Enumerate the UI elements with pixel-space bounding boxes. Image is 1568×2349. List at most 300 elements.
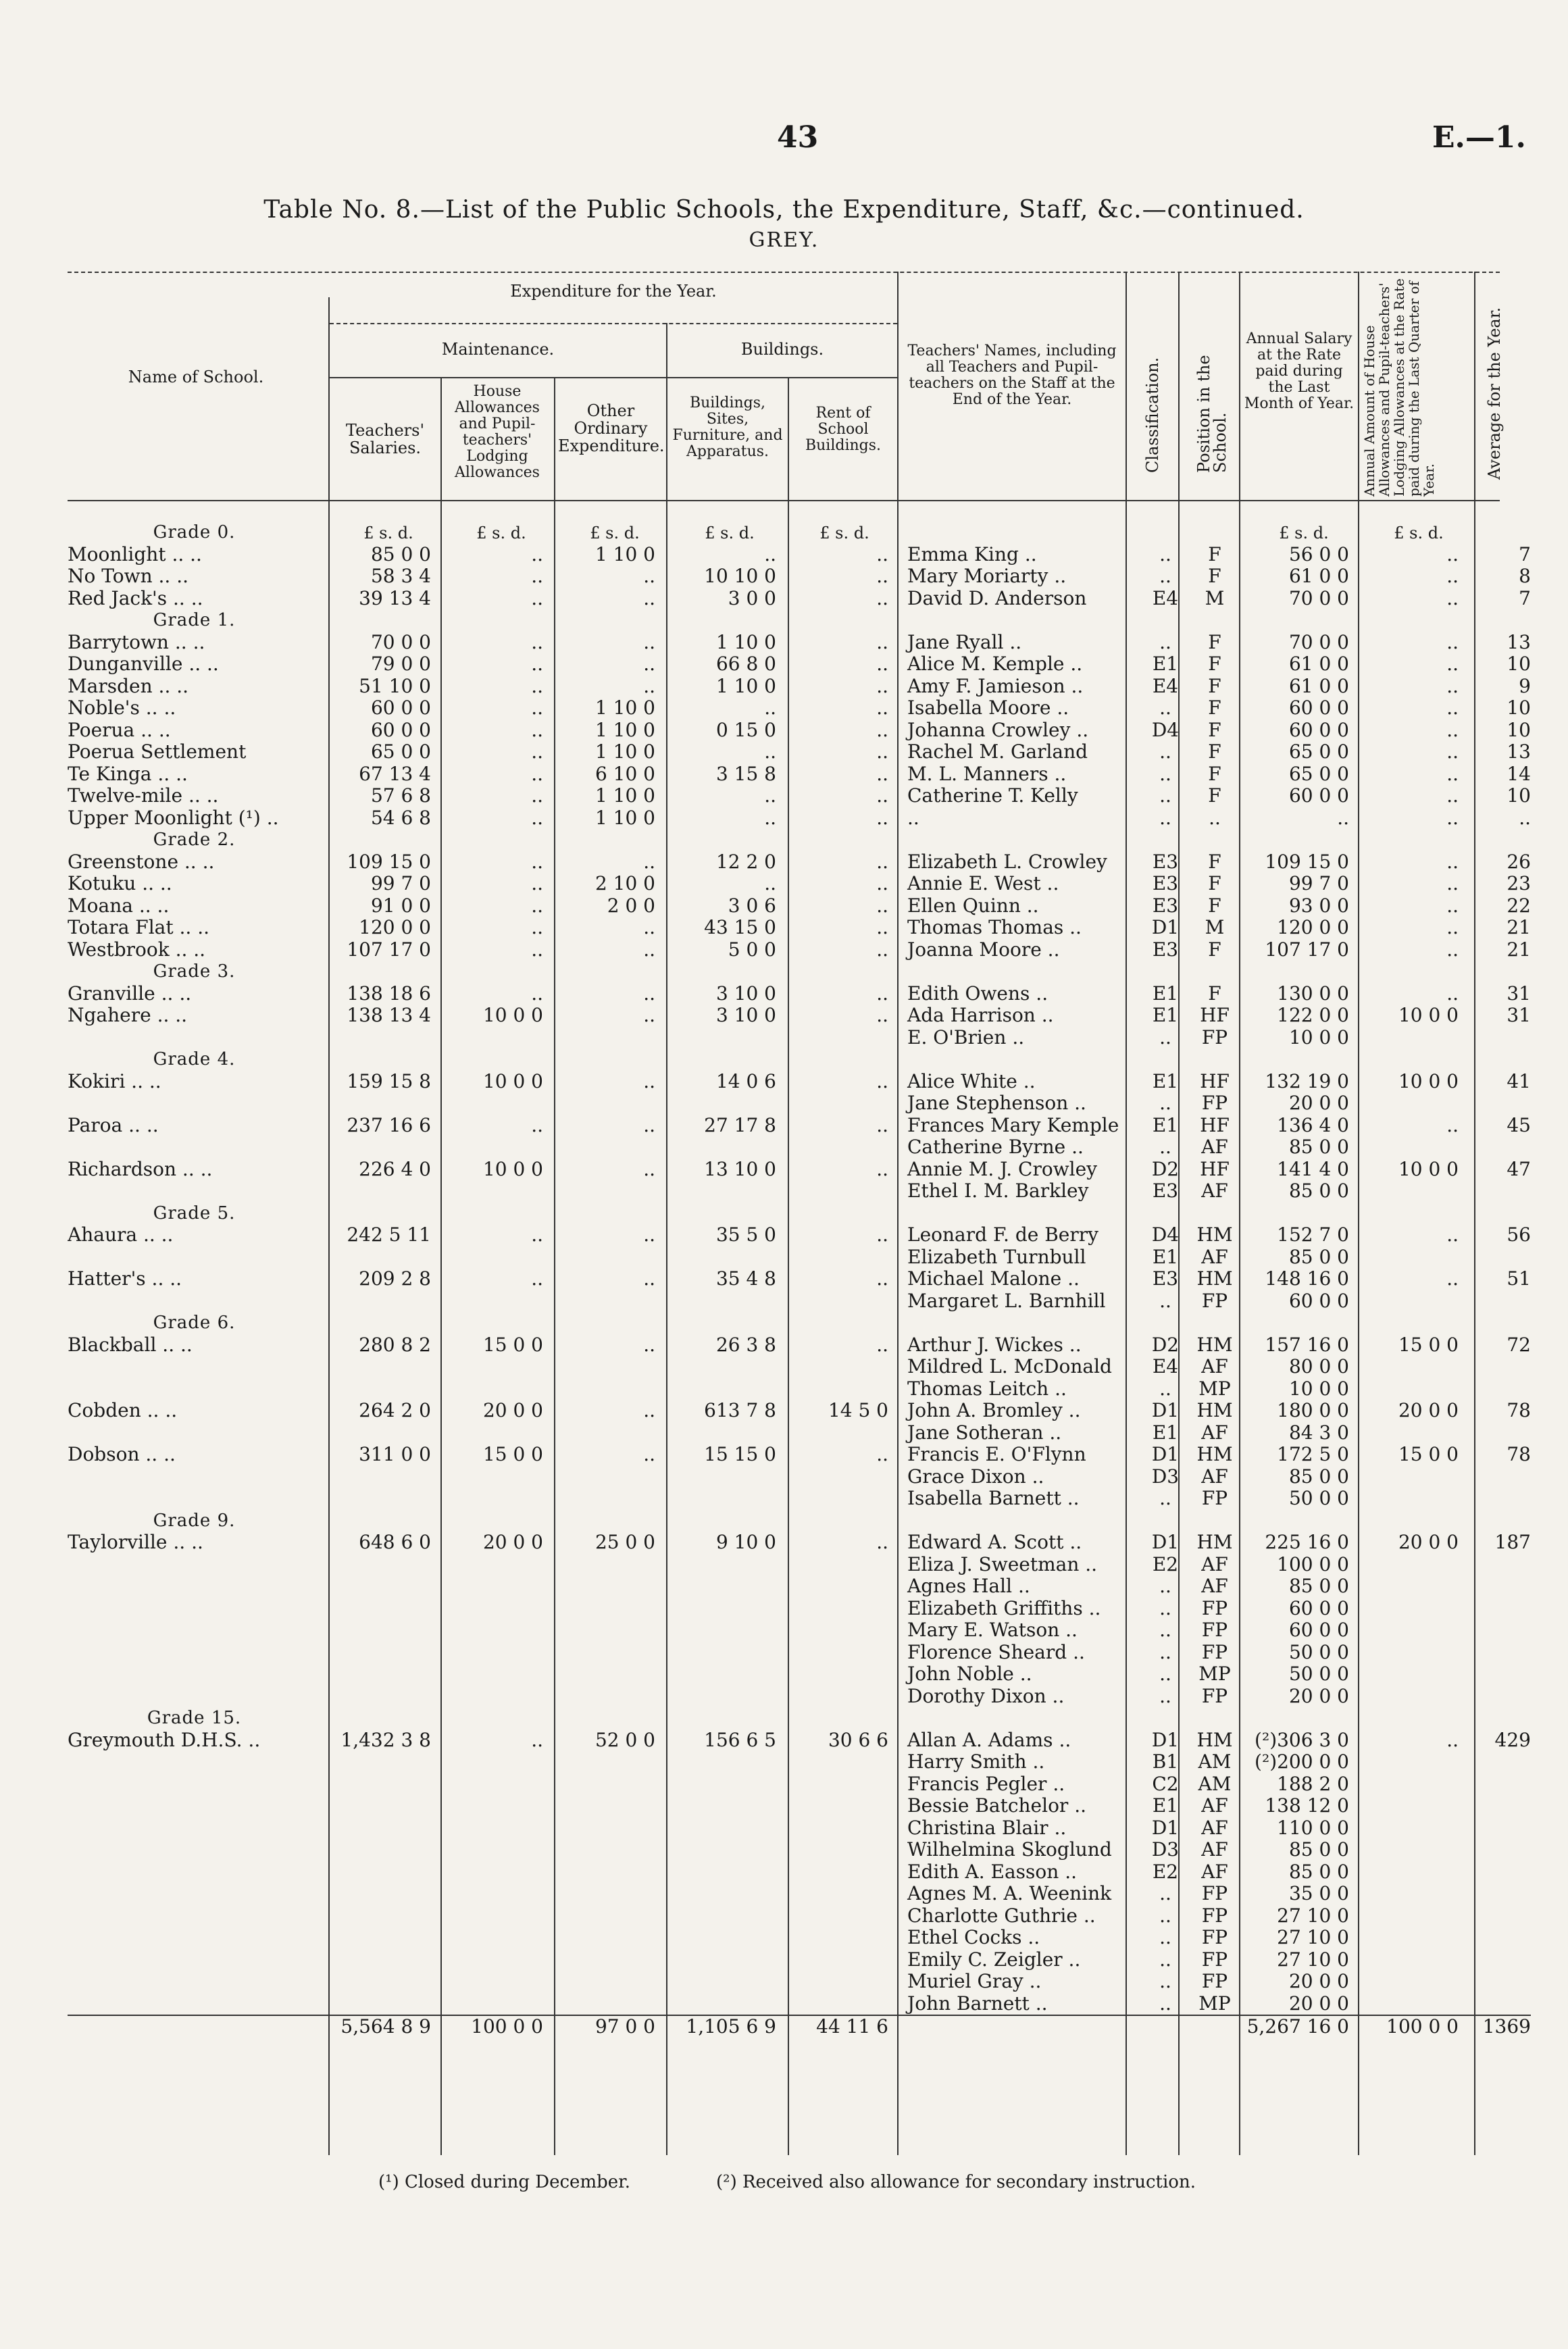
- cell-house: ..: [531, 565, 543, 587]
- cell-teacher: Emily C. Zeigler ..: [907, 1948, 1081, 1971]
- cell-other: ..: [643, 587, 655, 609]
- cell-build: [666, 1575, 787, 1598]
- cell-salaries: [321, 1488, 442, 1510]
- cell-rent: [787, 1027, 899, 1049]
- cell-build: 156 6 5: [704, 1729, 776, 1751]
- cell-other: ..: [643, 1444, 655, 1465]
- cell-avg: [1467, 1883, 1531, 1905]
- cell-allow: [1357, 1290, 1467, 1313]
- cell-avg: 13: [1507, 741, 1531, 763]
- cell-house: [442, 1356, 554, 1378]
- table-row: [68, 565, 1531, 588]
- header-average: Average for the Year.: [1485, 307, 1504, 480]
- cell-build: [666, 1773, 787, 1796]
- cell-cls: E1: [1152, 653, 1179, 675]
- cell-rent: ..: [876, 1005, 888, 1026]
- total-allow: 100 0 0: [1357, 2015, 1467, 2038]
- cell-allow: ..: [1446, 851, 1459, 873]
- cell-salaries: 91 0 0: [370, 894, 431, 917]
- cell-school: Dunganville .. ..: [68, 653, 219, 675]
- cell-rent: [787, 1861, 899, 1884]
- cell-school: [68, 1773, 321, 1796]
- grade-heading: Grade 1.: [153, 610, 236, 630]
- cell-build: 10 10 0: [704, 565, 776, 587]
- cell-avg: 10: [1507, 653, 1531, 675]
- cell-other: [554, 1927, 666, 1949]
- cell-other: [554, 1378, 666, 1400]
- cell-allow: 10 0 0: [1398, 1070, 1459, 1092]
- cell-build: [666, 1466, 787, 1488]
- cell-salary: 60 0 0: [1288, 785, 1349, 807]
- cell-teacher: Catherine Byrne ..: [907, 1136, 1084, 1158]
- cell-other: ..: [643, 653, 655, 675]
- cell-avg: [1467, 1422, 1531, 1444]
- cell-rent: ..: [876, 894, 888, 917]
- table-row: [68, 1598, 1531, 1620]
- cell-build: [666, 1971, 787, 1993]
- cell-house: ..: [531, 1729, 543, 1751]
- cell-salary: 60 0 0: [1288, 1290, 1349, 1312]
- empty-cell: [787, 1049, 899, 1071]
- table-row: [68, 1400, 1531, 1422]
- header-maintenance: Maintenance.: [441, 340, 555, 359]
- cell-build: [666, 1751, 787, 1773]
- empty-cell: [1241, 1049, 1357, 1071]
- cell-build: 12 2 0: [715, 851, 776, 873]
- cell-cls: E4: [1152, 675, 1179, 697]
- total-salary: 5,267 16 0: [1241, 2015, 1357, 2038]
- table-row: [68, 1246, 1531, 1269]
- cell-salaries: [321, 1575, 442, 1598]
- cell-salary: 60 0 0: [1288, 1619, 1349, 1641]
- empty-cell: [1357, 961, 1467, 983]
- table-row: [68, 653, 1531, 676]
- table-row: [68, 1861, 1531, 1884]
- cell-school: Upper Moonlight (¹) ..: [68, 807, 279, 829]
- cell-salary: 10 0 0: [1288, 1026, 1349, 1049]
- table-row: [68, 544, 1531, 566]
- cell-pos: F: [1208, 938, 1221, 961]
- empty-cell: [442, 961, 554, 983]
- cell-teacher: Grace Dixon ..: [907, 1465, 1044, 1488]
- empty-cell: [666, 961, 787, 983]
- cell-pos: F: [1208, 565, 1221, 587]
- grade-heading-row: [68, 522, 1531, 544]
- cell-pos: HM: [1196, 1268, 1233, 1290]
- cell-teacher: Edward A. Scott ..: [907, 1532, 1082, 1553]
- cell-salaries: [321, 1092, 442, 1115]
- cell-salary: 141 4 0: [1277, 1158, 1349, 1180]
- cell-pos: F: [1208, 873, 1221, 894]
- grade-heading-row: [68, 1707, 1531, 1729]
- cell-build: [666, 1686, 787, 1708]
- cell-teacher: Annie M. J. Crowley: [907, 1158, 1098, 1180]
- cell-salary: (²)306 3 0: [1255, 1729, 1349, 1751]
- cell-salary: ..: [1337, 807, 1349, 829]
- cell-other: [554, 1092, 666, 1115]
- cell-school: [68, 1027, 321, 1049]
- cell-allow: ..: [1446, 785, 1459, 807]
- cell-rent: [787, 1795, 899, 1817]
- cell-house: ..: [531, 763, 543, 785]
- cell-rent: [787, 1575, 899, 1598]
- cell-salary: 20 0 0: [1288, 1971, 1349, 1992]
- cell-other: ..: [643, 1114, 655, 1136]
- cell-allow: ..: [1446, 1224, 1459, 1246]
- cell-allow: ..: [1446, 1114, 1459, 1136]
- cell-salary: 65 0 0: [1288, 741, 1349, 763]
- cell-school: [68, 1575, 321, 1598]
- cell-cls: D1: [1151, 1400, 1180, 1421]
- cell-school: Poerua Settlement: [68, 741, 247, 763]
- empty-cell: [1357, 1707, 1467, 1729]
- cell-teacher: ..: [907, 807, 919, 829]
- cell-allow: ..: [1446, 631, 1459, 653]
- cell-pos: FP: [1201, 1290, 1228, 1312]
- cell-house: [442, 1180, 554, 1203]
- empty-cell: [1188, 1312, 1241, 1334]
- table-row: [68, 1159, 1531, 1181]
- cell-allow: 10 0 0: [1398, 1005, 1459, 1026]
- cell-house: [442, 1686, 554, 1708]
- cell-teacher: Jane Stephenson ..: [907, 1092, 1086, 1114]
- table-row: [68, 1642, 1531, 1664]
- cell-other: 25 0 0: [595, 1532, 655, 1553]
- table-row: [68, 697, 1531, 719]
- total-salaries: 5,564 8 9: [321, 2015, 442, 2038]
- cell-other: [554, 1554, 666, 1576]
- cell-other: 1 10 0: [595, 807, 655, 829]
- cell-pos: FP: [1201, 1927, 1228, 1948]
- cell-build: [666, 1642, 787, 1664]
- header-teachers-names: Teachers' Names, including all Teachers and Pupil-teachers on the Staff at the End of the Year.: [907, 343, 1117, 408]
- cell-house: ..: [531, 741, 543, 763]
- cell-rent: ..: [876, 1070, 888, 1092]
- header-annual-salary: Annual Salary at the Rate paid during the Last Month of Year.: [1244, 330, 1355, 412]
- cell-rent: ..: [876, 917, 888, 938]
- cell-other: [554, 1883, 666, 1905]
- currency-allowances: £ s. d.: [1394, 524, 1444, 542]
- cell-teacher: Allan A. Adams ..: [907, 1729, 1071, 1751]
- cell-rent: ..: [876, 741, 888, 763]
- grade-heading-row: [68, 609, 1531, 632]
- cell-school: Taylorville .. ..: [68, 1532, 203, 1553]
- cell-build: 26 3 8: [715, 1334, 776, 1356]
- cell-build: [666, 1180, 787, 1203]
- cell-salary: 85 0 0: [1288, 1465, 1349, 1488]
- cell-other: [554, 1466, 666, 1488]
- empty-cell: [899, 829, 1142, 851]
- cell-cls: D2: [1151, 1158, 1180, 1180]
- empty-cell: [554, 1203, 666, 1225]
- empty-cell: [787, 961, 899, 983]
- cell-cls: E1: [1152, 1421, 1179, 1444]
- empty-cell: [321, 609, 442, 632]
- cell-pos: MP: [1198, 1378, 1231, 1400]
- cell-pos: F: [1208, 785, 1221, 807]
- cell-avg: [1467, 1488, 1531, 1510]
- cell-avg: 31: [1507, 1005, 1531, 1026]
- header-classification: Classification.: [1143, 357, 1162, 473]
- cell-build: 1 10 0: [715, 631, 776, 653]
- empty-cell: [1142, 961, 1188, 983]
- cell-avg: 78: [1507, 1444, 1531, 1465]
- cell-build: ..: [764, 741, 776, 763]
- cell-rent: [787, 1466, 899, 1488]
- cell-other: ..: [643, 982, 655, 1005]
- empty-cell: [1467, 829, 1531, 851]
- cell-school: Cobden .. ..: [68, 1400, 178, 1421]
- empty-cell: [1467, 1049, 1531, 1071]
- cell-allow: [1357, 1839, 1467, 1861]
- cell-other: ..: [643, 675, 655, 697]
- cell-avg: [1467, 1795, 1531, 1817]
- table-row: [68, 1971, 1531, 1993]
- cell-school: Marsden .. ..: [68, 675, 189, 697]
- cell-cls: ..: [1159, 1971, 1171, 1992]
- cell-build: 1 10 0: [715, 675, 776, 697]
- cell-cls: ..: [1159, 1619, 1171, 1641]
- cell-house: ..: [531, 631, 543, 653]
- cell-school: [68, 1466, 321, 1488]
- currency-other: £ s. d.: [590, 524, 640, 542]
- table-row: [68, 1927, 1531, 1949]
- cell-school: [68, 1642, 321, 1664]
- cell-avg: [1467, 1686, 1531, 1708]
- cell-rent: ..: [876, 1532, 888, 1553]
- cell-allow: ..: [1446, 873, 1459, 894]
- cell-salaries: [321, 1136, 442, 1159]
- cell-salaries: [321, 1422, 442, 1444]
- table-row: [68, 1356, 1531, 1378]
- cell-build: [666, 1927, 787, 1949]
- cell-salary: 148 16 0: [1265, 1268, 1349, 1290]
- cell-other: [554, 1795, 666, 1817]
- cell-pos: HF: [1200, 1070, 1230, 1092]
- cell-allow: [1357, 1817, 1467, 1840]
- cell-allow: [1357, 1378, 1467, 1400]
- cell-school: [68, 1839, 321, 1861]
- cell-rent: ..: [876, 1444, 888, 1465]
- cell-salaries: 65 0 0: [370, 741, 431, 763]
- table-row: [68, 1290, 1531, 1313]
- table-row: [68, 851, 1531, 874]
- cell-house: [442, 1136, 554, 1159]
- cell-pos: F: [1208, 653, 1221, 675]
- cell-teacher: E. O'Brien ..: [907, 1026, 1025, 1049]
- cell-cls: D1: [1151, 1729, 1180, 1751]
- cell-avg: [1467, 1861, 1531, 1884]
- cell-salaries: [321, 1949, 442, 1971]
- cell-teacher: Elizabeth Griffiths ..: [907, 1597, 1101, 1619]
- empty-cell: [899, 1707, 1142, 1729]
- cell-build: [666, 1136, 787, 1159]
- cell-salaries: [321, 1993, 442, 2016]
- header-annual-allowances: Annual Amount of House Allowances and Pupil-teachers' Lodging Allowances at the Rate paid during the Last Quarter of Year.: [1361, 278, 1437, 497]
- cell-allow: ..: [1446, 982, 1459, 1005]
- cell-teacher: Francis Pegler ..: [907, 1773, 1065, 1795]
- table-row: [68, 676, 1531, 698]
- cell-salaries: 79 0 0: [370, 653, 431, 675]
- cell-avg: [1467, 1663, 1531, 1686]
- empty-cell: [899, 2015, 1142, 2038]
- cell-salaries: [321, 1817, 442, 1840]
- table-row: [68, 1575, 1531, 1598]
- cell-cls: ..: [1159, 1663, 1171, 1685]
- table-row: [68, 1619, 1531, 1642]
- cell-house: [442, 1598, 554, 1620]
- cell-rent: [787, 1378, 899, 1400]
- cell-other: [554, 1246, 666, 1269]
- empty-cell: [1241, 1510, 1357, 1532]
- cell-salaries: [321, 1927, 442, 1949]
- grade-heading: Grade 0.: [153, 522, 236, 542]
- empty-cell: [1241, 609, 1357, 632]
- cell-rent: [787, 1136, 899, 1159]
- cell-build: 3 0 6: [728, 894, 776, 917]
- cell-build: 43 15 0: [704, 917, 776, 938]
- cell-rent: [787, 1598, 899, 1620]
- cell-avg: 78: [1507, 1400, 1531, 1421]
- cell-allow: [1357, 1466, 1467, 1488]
- table-row: [68, 1466, 1531, 1488]
- cell-teacher: Mildred L. McDonald: [907, 1356, 1112, 1378]
- cell-house: [442, 1027, 554, 1049]
- cell-teacher: Francis E. O'Flynn: [907, 1444, 1086, 1465]
- cell-house: [442, 1905, 554, 1927]
- cell-cls: E3: [1152, 894, 1179, 917]
- cell-build: ..: [764, 873, 776, 894]
- cell-salaries: [321, 1290, 442, 1313]
- cell-build: 66 8 0: [715, 653, 776, 675]
- table-row: [68, 1686, 1531, 1708]
- cell-school: Kokiri .. ..: [68, 1070, 161, 1092]
- cell-pos: MP: [1198, 1663, 1231, 1685]
- cell-rent: [787, 1751, 899, 1773]
- cell-salary: 180 0 0: [1277, 1400, 1349, 1421]
- cell-salaries: [321, 1861, 442, 1884]
- cell-rent: ..: [876, 675, 888, 697]
- cell-teacher: Arthur J. Wickes ..: [907, 1334, 1082, 1356]
- cell-pos: F: [1208, 543, 1221, 565]
- cell-salaries: [321, 1905, 442, 1927]
- cell-teacher: Ethel Cocks ..: [907, 1927, 1040, 1948]
- cell-salaries: [321, 1619, 442, 1642]
- cell-avg: [1467, 1839, 1531, 1861]
- cell-teacher: Leonard F. de Berry: [907, 1224, 1098, 1246]
- cell-pos: FP: [1201, 1092, 1228, 1114]
- empty-cell: [1467, 1707, 1531, 1729]
- grade-heading: Grade 3.: [153, 961, 236, 982]
- cell-salary: 27 10 0: [1277, 1904, 1349, 1927]
- cell-allow: [1357, 1773, 1467, 1796]
- total-house: 100 0 0: [442, 2015, 554, 2038]
- cell-other: 1 10 0: [595, 543, 655, 565]
- cell-house: [442, 1839, 554, 1861]
- cell-salary: 20 0 0: [1288, 1092, 1349, 1114]
- cell-salaries: [321, 1795, 442, 1817]
- table-row: [68, 1751, 1531, 1773]
- cell-rent: ..: [876, 565, 888, 587]
- empty-cell: [1142, 2015, 1188, 2038]
- cell-school: [68, 1619, 321, 1642]
- cell-avg: 41: [1507, 1070, 1531, 1092]
- cell-school: Red Jack's .. ..: [68, 587, 203, 609]
- cell-salaries: 311 0 0: [359, 1444, 431, 1465]
- cell-house: 10 0 0: [482, 1070, 543, 1092]
- cell-avg: 13: [1507, 631, 1531, 653]
- cell-cls: ..: [1159, 1488, 1171, 1509]
- cell-salaries: [321, 1642, 442, 1664]
- cell-allow: [1357, 1554, 1467, 1576]
- header-buildings: Buildings.: [740, 340, 824, 359]
- header-house-allowances: House Allowances and Pupil-teachers' Lodging Allowances: [455, 383, 540, 481]
- cell-avg: [1467, 1817, 1531, 1840]
- cell-house: ..: [531, 1224, 543, 1246]
- header-expenditure: Expenditure for the Year.: [510, 282, 717, 301]
- empty-cell: [1188, 1510, 1241, 1532]
- cell-avg: 429: [1494, 1729, 1531, 1751]
- cell-pos: F: [1208, 719, 1221, 741]
- cell-rent: [787, 1554, 899, 1576]
- cell-avg: [1467, 1949, 1531, 1971]
- cell-salary: 130 0 0: [1277, 982, 1349, 1005]
- cell-cls: D4: [1151, 719, 1180, 741]
- empty-cell: [1467, 1203, 1531, 1225]
- cell-school: Poerua .. ..: [68, 719, 171, 741]
- cell-avg: [1467, 1751, 1531, 1773]
- cell-allow: ..: [1446, 543, 1459, 565]
- table-row: [68, 1795, 1531, 1817]
- table-row: [68, 763, 1531, 786]
- table-row: [68, 1773, 1531, 1796]
- empty-cell: [321, 829, 442, 851]
- cell-cls: E3: [1152, 873, 1179, 894]
- cell-allow: 20 0 0: [1398, 1532, 1459, 1553]
- empty-cell: [899, 609, 1142, 632]
- cell-teacher: Bessie Batchelor ..: [907, 1795, 1087, 1817]
- cell-salary: 138 12 0: [1265, 1795, 1349, 1817]
- cell-pos: HM: [1196, 1532, 1233, 1553]
- cell-salary: 99 7 0: [1288, 873, 1349, 894]
- cell-allow: [1357, 1686, 1467, 1708]
- cell-other: ..: [643, 938, 655, 961]
- empty-cell: [1241, 1707, 1357, 1729]
- cell-school: [68, 1971, 321, 1993]
- empty-cell: [442, 1203, 554, 1225]
- cell-other: [554, 1180, 666, 1203]
- cell-allow: ..: [1446, 653, 1459, 675]
- cell-avg: [1467, 1554, 1531, 1576]
- cell-house: ..: [531, 982, 543, 1005]
- empty-cell: [899, 961, 1142, 983]
- cell-teacher: Amy F. Jamieson ..: [907, 675, 1084, 697]
- cell-build: [666, 1027, 787, 1049]
- cell-salary: 188 2 0: [1277, 1773, 1349, 1795]
- cell-other: [554, 1971, 666, 1993]
- cell-house: 15 0 0: [482, 1444, 543, 1465]
- empty-cell: [666, 1312, 787, 1334]
- empty-cell: [1241, 829, 1357, 851]
- grade-heading-row: [68, 1510, 1531, 1532]
- empty-cell: [1357, 1312, 1467, 1334]
- cell-house: [442, 1751, 554, 1773]
- cell-cls: ..: [1159, 1378, 1171, 1400]
- cell-teacher: Agnes Hall ..: [907, 1575, 1030, 1597]
- cell-allow: ..: [1446, 938, 1459, 961]
- cell-rent: [787, 1092, 899, 1115]
- cell-allow: [1357, 1642, 1467, 1664]
